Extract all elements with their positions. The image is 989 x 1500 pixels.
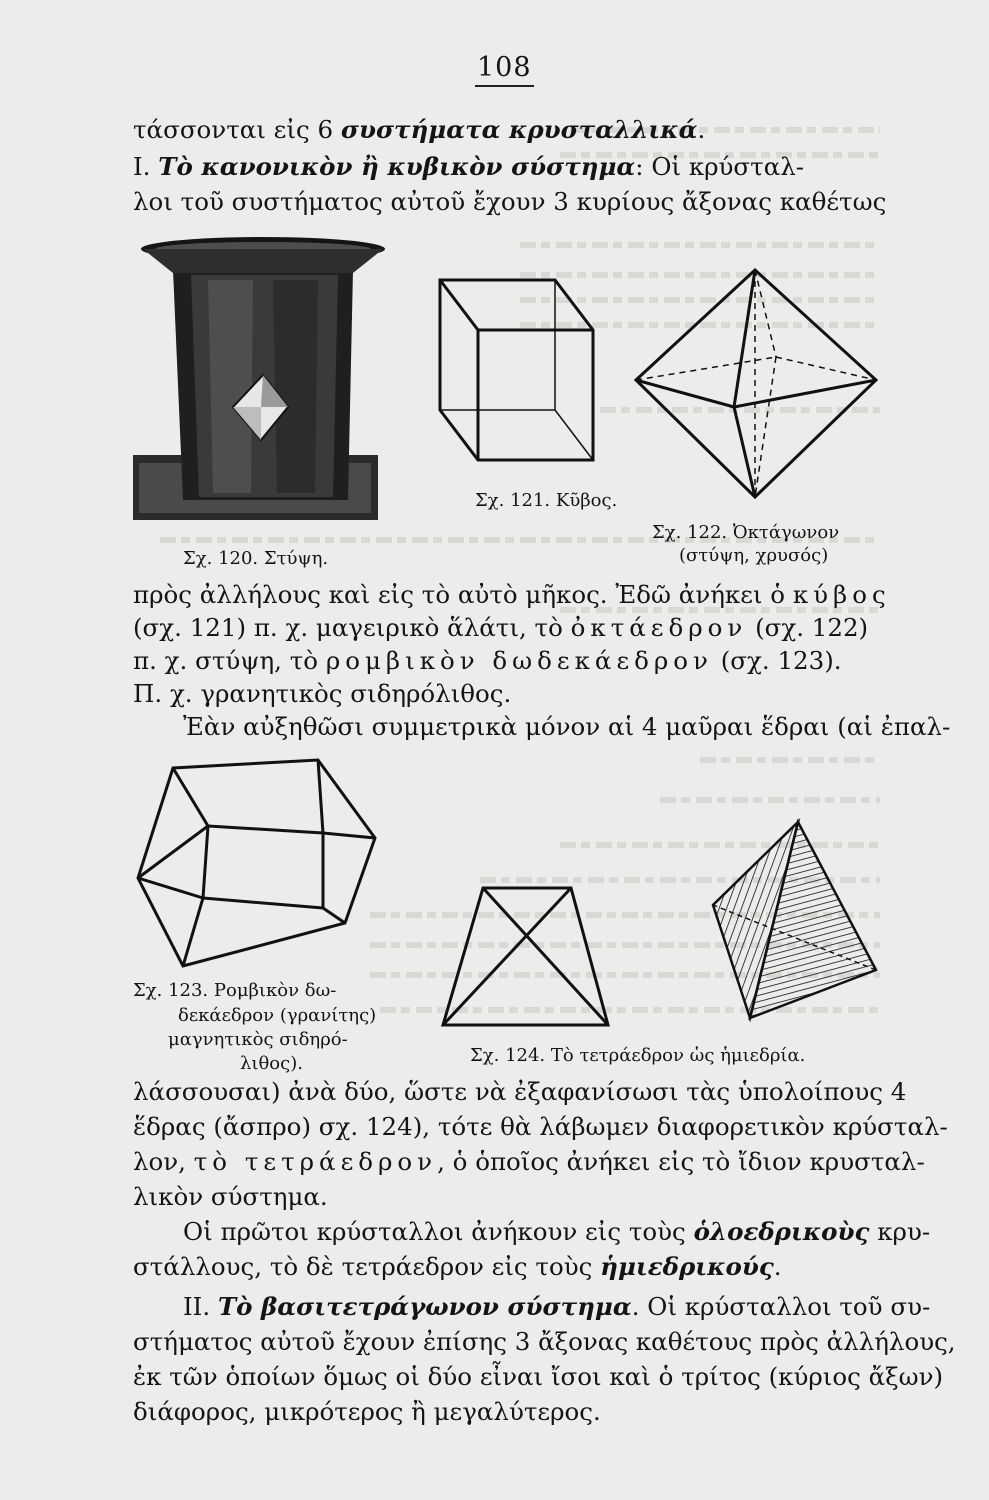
figure-121-cube [430, 268, 605, 468]
text-line: Π. χ. γρανητικὸς σιδηρόλιθος. [133, 679, 512, 708]
caption-fig-122-line1: Σχ. 122. Ὀκτάγωνον [652, 522, 840, 543]
text-line: λοι τοῦ συστήματος αὐτοῦ ἔχουν 3 κυρίους ἄξονας καθέτως [133, 187, 887, 216]
caption-fig-120: Σχ. 120. Στύψη. [183, 548, 329, 569]
text-line: Ἐὰν αὐξηθῶσι συμμετρικὰ μόνον αἱ 4 μαῦραι ἕδραι (αἱ ἐπαλ- [183, 712, 951, 741]
text-line: στήματος αὐτοῦ ἔχουν ἐπίσης 3 ἄξονας καθέτους πρὸς ἀλλήλους, [133, 1327, 956, 1356]
text-line: λικὸν σύστημα. [133, 1182, 328, 1211]
text-line: ἕδρας (ἄσπρο) σχ. 124), τότε θὰ λάβωμεν διαφορετικὸν κρύσταλ- [133, 1112, 948, 1141]
text-line: (σχ. 121) π. χ. μαγειρικὸ ἅλάτι, τὸ ὀκτάεδρον (σχ. 122) [133, 613, 869, 642]
figure-123-rhombic-dodecahedron [133, 748, 383, 978]
figure-120-jar [133, 235, 378, 525]
text-line: τάσσονται εἰς 6 συστήματα κρυσταλλικά. [133, 115, 706, 144]
caption-fig-121: Σχ. 121. Κῦβος. [475, 490, 618, 511]
caption-fig-123-line4: λιθος). [240, 1053, 303, 1074]
caption-fig-122-line2: (στύψη, χρυσός) [679, 545, 829, 566]
text-line: ἐκ τῶν ὁποίων ὅμως οἱ δύο εἶναι ἴσοι καὶ ὁ τρίτος (κύριος ἄξων) [133, 1362, 944, 1391]
figure-124-tetrahedron [438, 820, 878, 1045]
text-line: λον, τὸ τετράεδρον, ὁ ὁποῖος ἀνήκει εἰς τὸ ἴδιον κρυσταλ- [133, 1147, 925, 1176]
caption-fig-124: Σχ. 124. Τὸ τετράεδρον ὡς ἡμιεδρία. [470, 1045, 806, 1066]
text-line: λάσσουσαι) ἀνὰ δύο, ὥστε νὰ ἐξαφανίσωσι τὰς ὑπολοίπους 4 [133, 1077, 907, 1106]
caption-fig-123-line2: δεκάεδρον (γρανίτης) [178, 1005, 377, 1026]
text-line: διάφορος, μικρότερος ἢ μεγαλύτερος. [133, 1397, 601, 1426]
text-line: II. Τὸ βασιτετράγωνον σύστημα. Οἱ κρύσταλλοι τοῦ συ- [183, 1292, 931, 1321]
text-line: πρὸς ἀλλήλους καὶ εἰς τὸ αὐτὸ μῆκος. Ἐδῶ ἀνήκει ὁ κύβος [133, 580, 891, 609]
text-line: I. Τὸ κανονικὸν ἢ κυβικὸν σύστημα: Οἱ κρύσταλ- [133, 152, 805, 181]
text-line: π. χ. στύψη, τὸ ρομβικὸν δωδεκάεδρον (σχ. 123). [133, 646, 842, 675]
caption-fig-123-line1: Σχ. 123. Ρομβικὸν δω- [133, 980, 337, 1001]
text-line: Οἱ πρῶτοι κρύσταλλοι ἀνήκουν εἰς τοὺς ὁλοεδρικοὺς κρυ- [183, 1217, 931, 1246]
page-number: 108 [475, 52, 534, 87]
figure-122-octahedron [628, 265, 888, 510]
caption-fig-123-line3: μαγνητικὸς σιδηρό- [168, 1029, 348, 1050]
text-line: στάλλους, τὸ δὲ τετράεδρον εἰς τοὺς ἡμιεδρικούς. [133, 1252, 782, 1281]
